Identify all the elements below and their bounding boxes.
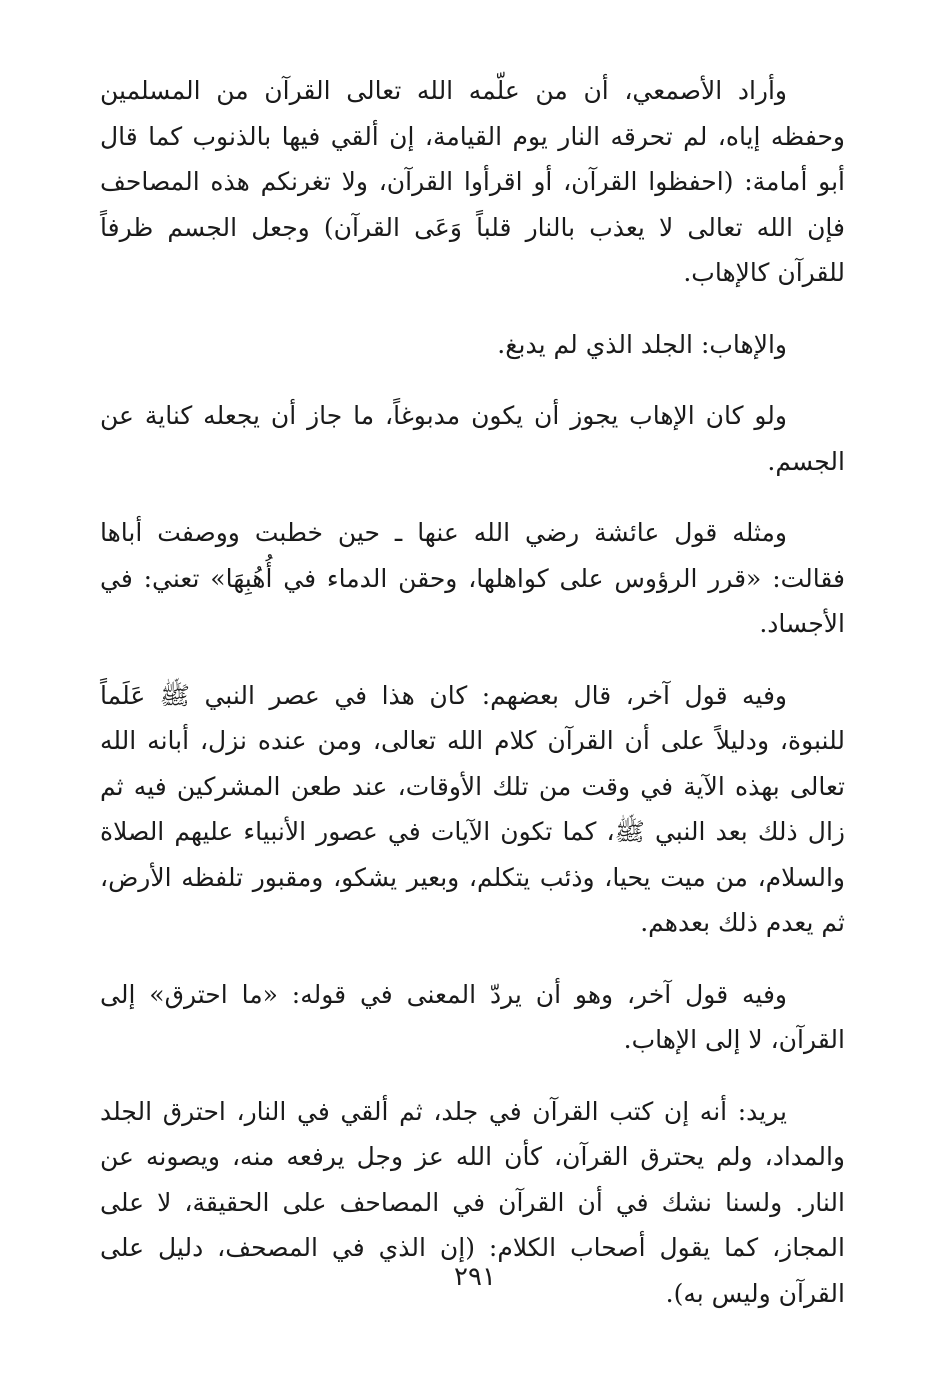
paragraph-aisha: ومثله قول عائشة رضي الله عنها ـ حين خطبت ووصفت أباها فقالت: «قرر الرؤوس على كواهلها، وحقن الدماء في أُهُبِهَا» تعني: في الأجساد.: [100, 518, 845, 638]
paragraph-ihab-definition: والإهاب: الجلد الذي لم يدبغ.: [497, 329, 787, 359]
paragraph-yurid: يريد: أنه إن كتب القرآن في جلد، ثم ألقي في النار، احترق الجلد والمداد، ولم يحترق القرآن، كأن الله عز وجل يرفعه منه، ويصونه عن النار. ولسنا نشك في أن القرآن في المصاحف على الحقيقة، لا على المجاز، كما يقول أصحاب الكلام: (إن الذي في المصحف، دليل على القرآن وليس به).: [100, 1096, 845, 1308]
paragraph-asmai: وأراد الأصمعي، أن من علّمه الله تعالى القرآن من المسلمين وحفظه إياه، لم تحرقه النار يوم القيامة، إن ألقي فيها بالذنوب كما قال أبو أمامة: (احفظوا القرآن، أو اقرأوا القرآن، ولا تغرنكم هذه المصاحف فإن الله تعالى لا يعذب بالنار قلباً وَعَى القرآن) وجعل الجسم ظرفاً للقرآن كالإهاب.: [100, 76, 845, 287]
page-number: ٢٩١: [454, 1262, 496, 1292]
paragraph-ihab-tanned: ولو كان الإهاب يجوز أن يكون مدبوغاً، ما جاز أن يجعله كناية عن الجسم.: [100, 401, 845, 476]
page-body: [100, 68, 845, 1342]
paragraph-another-view: وفيه قول آخر، قال بعضهم: كان هذا في عصر النبي ﷺ عَلَماً للنبوة، ودليلاً على أن القرآن كلام الله تعالى، ومن عنده نزل، أبانه الله تعالى بهذه الآية في وقت من تلك الأوقات، عند طعن المشركين فيه ثم زال ذلك بعد النبي ﷺ، كما تكون الآيات في عصور الأنبياء عليهم الصلاة والسلام، من ميت يحيا، وذئب يتكلم، وبعير يشكو، ومقبور تلفظه الأرض، ثم يعدم ذلك بعدهم.: [100, 680, 845, 937]
paragraph-meaning-quran: وفيه قول آخر، وهو أن يردّ المعنى في قوله: «ما احترق» إلى القرآن، لا إلى الإهاب.: [100, 979, 845, 1054]
